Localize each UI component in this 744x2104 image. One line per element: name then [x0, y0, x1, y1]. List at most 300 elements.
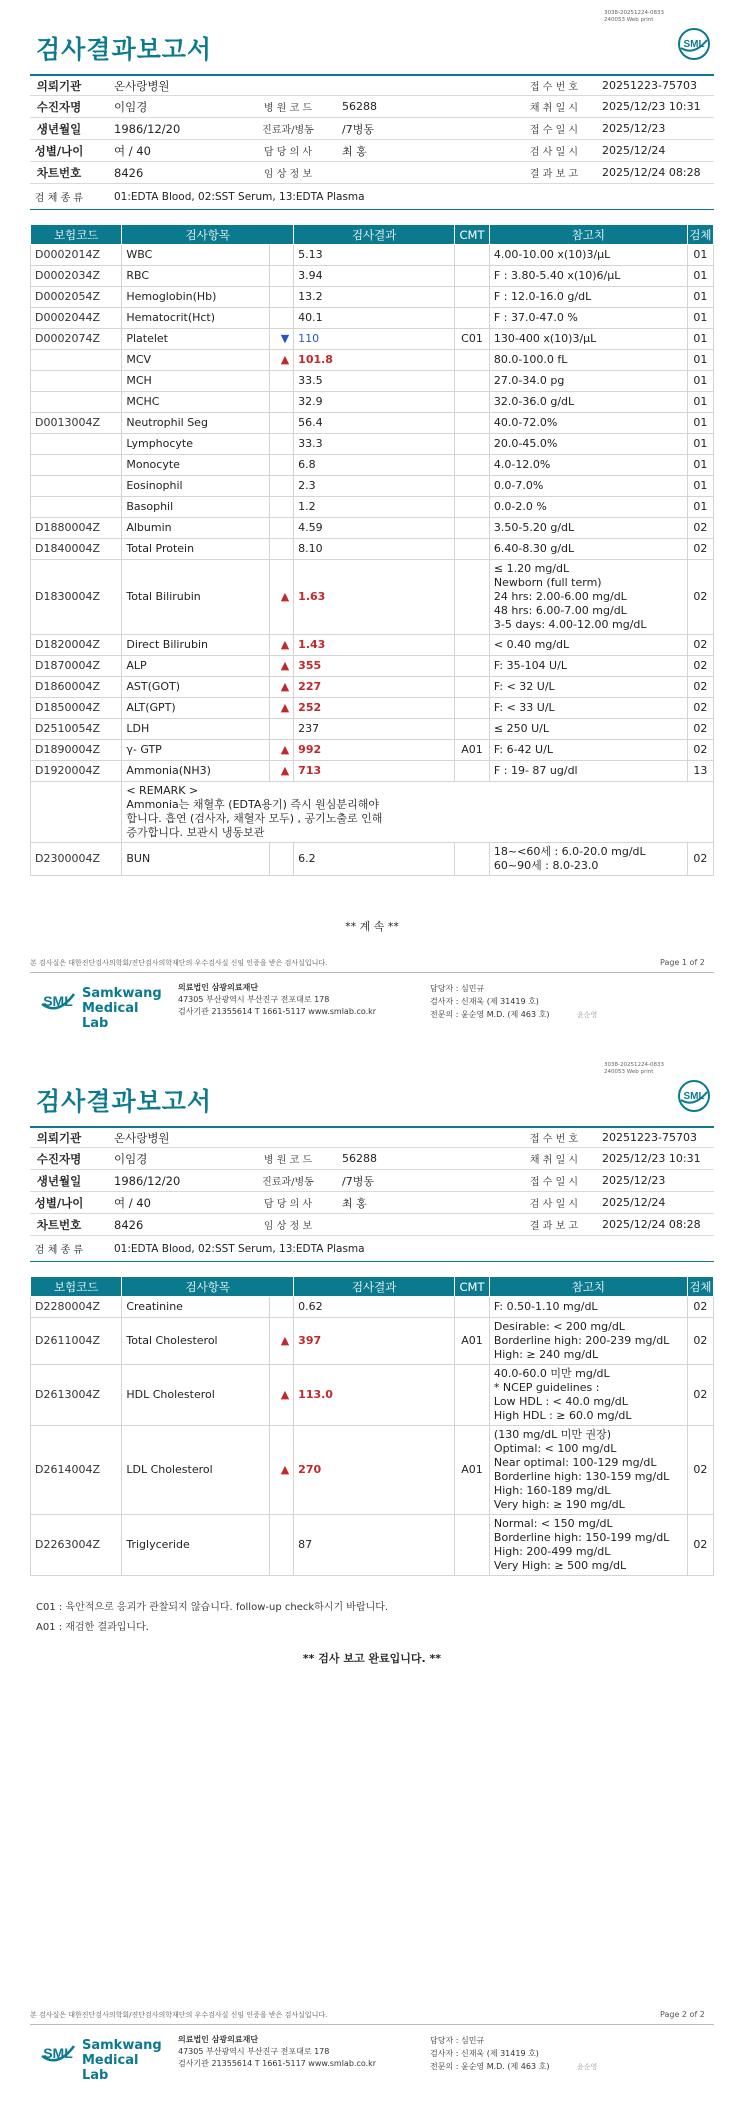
table-row	[31, 413, 714, 434]
svg-text:SML: SML	[43, 2045, 73, 2061]
insurance-code-cell: D1920004Z	[31, 761, 122, 782]
tested-label: 검 사 일 시	[529, 147, 579, 158]
insurance-code-cell: D1880004Z	[31, 518, 122, 539]
footer-staff: 담당자 : 심민규 검사자 : 신재욱 (제 31419 호) 전문의 : 윤순영 M.D. (제 463 호)	[430, 2036, 550, 2071]
high-flag-icon: ▲	[270, 1318, 294, 1365]
insurance-code-cell: D0002074Z	[31, 329, 122, 350]
signature: 윤순영	[577, 1011, 598, 1019]
specimen-code-cell: 02	[687, 740, 713, 761]
high-flag-icon: ▲	[270, 740, 294, 761]
receipt-no-value: 20251223-75703	[602, 79, 697, 92]
test-item-cell: RBC	[122, 266, 270, 287]
comment-code-cell	[455, 371, 490, 392]
flag-cell	[270, 1297, 294, 1318]
result-value-cell: 252	[294, 698, 455, 719]
footer-org: 의료법인 삼광의료재단 47305 부산광역시 부산진구 전포대로 178 검사기관 21355614 T 1661-5117 www.smlab.co.kr	[178, 2035, 377, 2068]
result-value-cell: 270	[294, 1426, 455, 1515]
test-item-cell: Ammonia(NH3)	[122, 761, 270, 782]
institution-value: 온사랑병원	[114, 78, 170, 93]
specimen-code-cell: 02	[687, 560, 713, 635]
comment-code-cell	[455, 677, 490, 698]
flag-cell	[270, 245, 294, 266]
test-item-cell: Eosinophil	[122, 476, 270, 497]
footer-note: 본 검사실은 대한진단검사의학회/진단검사의학재단의 우수검사실 신임 인증을 받은 검사실입니다.	[30, 959, 328, 967]
reference-range-cell: Normal: < 150 mg/dL Borderline high: 150-199 mg/dL High: 200-499 mg/dL Very High: ≥ 500 mg/dL	[489, 1515, 687, 1576]
signature: 윤순영	[577, 2063, 598, 2071]
specimen-code-cell: 01	[687, 413, 713, 434]
dept-value: /7병동	[342, 122, 374, 136]
footer-staff: 담당자 : 심민규 검사자 : 신재욱 (제 31419 호) 전문의 : 윤순영 M.D. (제 463 호)	[430, 984, 550, 1019]
comment-code-cell	[455, 635, 490, 656]
table-row	[31, 740, 714, 761]
col-ref-header: 참고치	[489, 225, 687, 245]
test-item-cell: WBC	[122, 245, 270, 266]
table-row	[31, 308, 714, 329]
reference-range-cell: 80.0-100.0 fL	[489, 350, 687, 371]
test-item-cell: Hemoglobin(Hb)	[122, 287, 270, 308]
table-row	[31, 719, 714, 740]
specimen-code-cell: 01	[687, 497, 713, 518]
comment-code-cell	[455, 518, 490, 539]
table-row	[31, 1426, 714, 1515]
insurance-code-cell: D0002044Z	[31, 308, 122, 329]
comment-code-cell	[455, 560, 490, 635]
reference-range-cell: F : 19- 87 ug/dl	[489, 761, 687, 782]
test-item-cell: LDH	[122, 719, 270, 740]
high-flag-icon: ▲	[270, 1365, 294, 1426]
logo-name-line2: Medical Lab	[82, 1001, 139, 1031]
insurance-code-cell: D1890004Z	[31, 740, 122, 761]
insurance-code-cell	[31, 371, 122, 392]
high-flag-icon: ▲	[270, 635, 294, 656]
specimen-code-cell: 01	[687, 266, 713, 287]
svg-text:SML: SML	[683, 39, 705, 50]
comment-code-cell	[455, 350, 490, 371]
sex-age-value: 여 / 40	[114, 143, 151, 158]
samkwang-logo: SML Samkwang Medical Lab	[38, 2034, 168, 2074]
result-value-cell: 13.2	[294, 287, 455, 308]
note-c01: C01 : 육안적으로 응괴가 관찰되지 않습니다. follow-up check하시기 바랍니다.	[36, 1602, 389, 1613]
table-row	[31, 245, 714, 266]
comment-code-cell: A01	[455, 1318, 490, 1365]
test-item-cell: MCHC	[122, 392, 270, 413]
test-item-cell: Platelet	[122, 329, 270, 350]
test-item-cell: Direct Bilirubin	[122, 635, 270, 656]
chart-label: 차트번호	[36, 165, 82, 180]
result-value-cell: 992	[294, 740, 455, 761]
specimen-code-cell: 01	[687, 329, 713, 350]
reference-range-cell: F: 6-42 U/L	[489, 740, 687, 761]
remark-spacer-cell	[31, 782, 122, 843]
comment-code-cell: A01	[455, 740, 490, 761]
sml-logo-icon	[676, 26, 712, 62]
reference-range-cell: 0.0-7.0%	[489, 476, 687, 497]
specimen-code-cell: 01	[687, 308, 713, 329]
reference-range-cell: F: 35-104 U/L	[489, 656, 687, 677]
test-item-cell: BUN	[122, 843, 270, 876]
results-header-row	[31, 225, 714, 245]
reported-value: 2025/12/24 08:28	[602, 166, 701, 179]
test-item-cell: Monocyte	[122, 455, 270, 476]
table-row	[31, 266, 714, 287]
insurance-code-cell: D2300004Z	[31, 843, 122, 876]
reference-range-cell: 27.0-34.0 pg	[489, 371, 687, 392]
test-item-cell: Creatinine	[122, 1297, 270, 1318]
specimen-code-cell: 01	[687, 434, 713, 455]
table-row	[31, 350, 714, 371]
test-item-cell: γ- GTP	[122, 740, 270, 761]
footer-divider	[30, 972, 714, 973]
results-table	[30, 224, 714, 876]
continue-text: ** 계 속 **	[345, 920, 399, 933]
result-value-cell: 227	[294, 677, 455, 698]
table-row	[31, 371, 714, 392]
comment-code-cell	[455, 476, 490, 497]
comment-code-cell	[455, 497, 490, 518]
specimen-code-cell: 01	[687, 371, 713, 392]
result-value-cell: 113.0	[294, 1365, 455, 1426]
flag-cell	[270, 539, 294, 560]
result-value-cell: 1.63	[294, 560, 455, 635]
flag-cell	[270, 287, 294, 308]
table-row	[31, 761, 714, 782]
flag-cell	[270, 392, 294, 413]
specimen-code-cell: 02	[687, 1515, 713, 1576]
insurance-code-cell: D2510054Z	[31, 719, 122, 740]
comment-code-cell	[455, 266, 490, 287]
table-row	[31, 560, 714, 635]
result-value-cell: 1.2	[294, 497, 455, 518]
reference-range-cell: ≤ 250 U/L	[489, 719, 687, 740]
specimen-code-cell: 02	[687, 1318, 713, 1365]
result-value-cell: 713	[294, 761, 455, 782]
reported-label: 결 과 보 고	[529, 169, 579, 180]
flag-cell	[270, 266, 294, 287]
insurance-code-cell: D1870004Z	[31, 656, 122, 677]
comment-code-cell	[455, 1297, 490, 1318]
footer-org: 의료법인 삼광의료재단 47305 부산광역시 부산진구 전포대로 178 검사기관 21355614 T 1661-5117 www.smlab.co.kr	[178, 983, 377, 1016]
page-number: Page 2 of 2	[660, 2010, 705, 2019]
results-body	[31, 1297, 714, 1576]
high-flag-icon: ▲	[270, 350, 294, 371]
test-item-cell: MCH	[122, 371, 270, 392]
chart-value: 8426	[114, 165, 144, 180]
specimen-code-cell: 01	[687, 476, 713, 497]
reference-range-cell: Desirable: < 200 mg/dL Borderline high: 200-239 mg/dL High: ≥ 240 mg/dL	[489, 1318, 687, 1365]
specimen-code-cell: 02	[687, 1297, 713, 1318]
clinical-label: 임 상 정 보	[263, 169, 313, 180]
insurance-code-cell	[31, 350, 122, 371]
insurance-code-cell: D2611004Z	[31, 1318, 122, 1365]
received-label: 접 수 일 시	[529, 125, 579, 136]
sml-logo-icon	[676, 1078, 712, 1114]
svg-text:SML: SML	[43, 993, 73, 1009]
reference-range-cell: 4.0-12.0%	[489, 455, 687, 476]
insurance-code-cell: D1830004Z	[31, 560, 122, 635]
comment-code-cell	[455, 392, 490, 413]
comment-code-cell	[455, 434, 490, 455]
comment-code-cell	[455, 539, 490, 560]
comment-code-cell	[455, 287, 490, 308]
results-body	[31, 245, 714, 876]
col-cmt-header: CMT	[455, 225, 490, 245]
insurance-code-cell	[31, 476, 122, 497]
col-result-header: 검사결과	[294, 225, 455, 245]
receipt-no-label: 접 수 번 호	[529, 82, 579, 93]
specimen-code-cell: 01	[687, 287, 713, 308]
table-row	[31, 434, 714, 455]
specimen-code-cell: 01	[687, 245, 713, 266]
high-flag-icon: ▲	[270, 560, 294, 635]
specimen-code-cell: 02	[687, 1365, 713, 1426]
result-value-cell: 6.2	[294, 843, 455, 876]
table-row	[31, 1515, 714, 1576]
test-item-cell: Albumin	[122, 518, 270, 539]
flag-cell	[270, 476, 294, 497]
flag-cell	[270, 843, 294, 876]
note-a01: A01 : 재검한 결과입니다.	[36, 1622, 149, 1633]
reference-range-cell: 40.0-60.0 미만 mg/dL * NCEP guidelines : Low HDL : < 40.0 mg/dL High HDL : ≥ 60.0 mg/dL	[489, 1365, 687, 1426]
low-flag-icon: ▼	[270, 329, 294, 350]
remark-text: < REMARK > Ammonia는 채혈후 (EDTA용기) 즉시 원심분리해야 합니다. 흡연 (검사자, 채혈자 모두) , 공기노출로 인해 증가합니다. 보관시 냉동보관	[122, 782, 714, 843]
flag-cell	[270, 497, 294, 518]
table-row	[31, 1365, 714, 1426]
table-row	[31, 656, 714, 677]
table-row	[31, 539, 714, 560]
test-item-cell: ALP	[122, 656, 270, 677]
insurance-code-cell: D0002054Z	[31, 287, 122, 308]
test-item-cell: Basophil	[122, 497, 270, 518]
page-number: Page 1 of 2	[660, 958, 705, 967]
high-flag-icon: ▲	[270, 698, 294, 719]
insurance-code-cell: D0002014Z	[31, 245, 122, 266]
footer-note: 본 검사실은 대한진단검사의학회/진단검사의학재단의 우수검사실 신임 인증을 받은 검사실입니다.	[30, 2011, 328, 2019]
flag-cell	[270, 434, 294, 455]
flag-cell	[270, 371, 294, 392]
samkwang-logo	[38, 982, 168, 1031]
reference-range-cell: 20.0-45.0%	[489, 434, 687, 455]
doctor-value: 최 홍	[342, 144, 367, 158]
comment-code-cell	[455, 308, 490, 329]
table-row	[31, 392, 714, 413]
high-flag-icon: ▲	[270, 1426, 294, 1515]
comment-code-cell	[455, 843, 490, 876]
specimen-label: 검 체 종 류	[34, 193, 84, 204]
reference-range-cell: F : 12.0-16.0 g/dL	[489, 287, 687, 308]
comment-code-cell	[455, 656, 490, 677]
insurance-code-cell: D2280004Z	[31, 1297, 122, 1318]
specimen-code-cell: 02	[687, 539, 713, 560]
test-item-cell: Neutrophil Seg	[122, 413, 270, 434]
reference-range-cell: 4.00-10.00 x(10)3/μL	[489, 245, 687, 266]
svg-text:SML: SML	[683, 1091, 705, 1102]
col-item-header: 검사항목	[122, 225, 294, 245]
specimen-code-cell: 01	[687, 455, 713, 476]
specimen-value: 01:EDTA Blood, 02:SST Serum, 13:EDTA Plasma	[114, 190, 365, 203]
reference-range-cell: 130-400 x(10)3/μL	[489, 329, 687, 350]
specimen-code-cell: 02	[687, 677, 713, 698]
patient-info	[30, 74, 714, 210]
result-value-cell: 101.8	[294, 350, 455, 371]
flag-cell	[270, 413, 294, 434]
print-meta: 3038-20251224-0833 240053 Web print	[604, 10, 664, 23]
print-meta: 3038-20251224-0833 240053 Web print	[604, 1062, 664, 1075]
specimen-code-cell: 02	[687, 1426, 713, 1515]
flag-cell	[270, 518, 294, 539]
result-value-cell: 0.62	[294, 1297, 455, 1318]
collected-value: 2025/12/23 10:31	[602, 100, 701, 113]
col-specimen-header: 검체	[687, 225, 713, 245]
flag-cell	[270, 719, 294, 740]
report-page-2	[0, 1052, 744, 2104]
institution-label: 의뢰기관	[36, 78, 82, 93]
specimen-code-cell: 02	[687, 698, 713, 719]
insurance-code-cell	[31, 434, 122, 455]
insurance-code-cell: D1860004Z	[31, 677, 122, 698]
insurance-code-cell	[31, 392, 122, 413]
sml-logo-icon	[38, 982, 78, 1022]
flag-cell	[270, 455, 294, 476]
specimen-code-cell: 01	[687, 350, 713, 371]
hospital-code-value: 56288	[342, 100, 377, 113]
table-row	[31, 329, 714, 350]
table-row	[31, 698, 714, 719]
comment-code-cell	[455, 1365, 490, 1426]
result-value-cell: 397	[294, 1318, 455, 1365]
table-row	[31, 497, 714, 518]
result-value-cell: 4.59	[294, 518, 455, 539]
insurance-code-cell: D1820004Z	[31, 635, 122, 656]
comment-code-cell: C01	[455, 329, 490, 350]
tested-value: 2025/12/24	[602, 144, 666, 157]
specimen-code-cell: 02	[687, 843, 713, 876]
logo-name-line1: Samkwang	[82, 986, 162, 1001]
patient-info: 의뢰기관 온사랑병원 접 수 번 호 20251223-75703 수진자명 이임경 병 원 코 드 56288 채 취 일 시 2025/12/23 10:31 생년월일 1986/12/20 진료과/병동 /7병동 접 수 일 시 2025/12/23 성별/나이 여 / 40 담 당 의 사 최 홍 검 사 일 시 2025/12/24 차트번호 8426 임 상 정 보 결 과 보 고 2025/12/24 08:28 검 체 종 류 01:EDTA Blood, 02:SST Serum, 13:EDTA Plasma	[30, 1126, 714, 1262]
test-item-cell: MCV	[122, 350, 270, 371]
specimen-code-cell: 01	[687, 392, 713, 413]
insurance-code-cell: D1850004Z	[31, 698, 122, 719]
reference-range-cell: 6.40-8.30 g/dL	[489, 539, 687, 560]
reference-range-cell: ≤ 1.20 mg/dL Newborn (full term) 24 hrs: 2.00-6.00 mg/dL 48 hrs: 6.00-7.00 mg/dL 3-5 days: 4.00-12.00 mg/dL	[489, 560, 687, 635]
comment-code-cell	[455, 719, 490, 740]
comment-code-cell	[455, 698, 490, 719]
sml-logo-icon	[38, 2034, 78, 2074]
reference-range-cell: F: < 32 U/L	[489, 677, 687, 698]
test-item-cell: Total Protein	[122, 539, 270, 560]
reference-range-cell: 40.0-72.0%	[489, 413, 687, 434]
table-row	[31, 518, 714, 539]
table-row	[31, 476, 714, 497]
high-flag-icon: ▲	[270, 677, 294, 698]
reference-range-cell: 18~<60세 : 6.0-20.0 mg/dL 60~90세 : 8.0-23.0	[489, 843, 687, 876]
reference-range-cell: 3.50-5.20 g/dL	[489, 518, 687, 539]
result-value-cell: 33.5	[294, 371, 455, 392]
result-value-cell: 355	[294, 656, 455, 677]
table-row	[31, 455, 714, 476]
table-row	[31, 287, 714, 308]
collected-label: 채 취 일 시	[529, 103, 579, 114]
sex-age-label: 성별/나이	[34, 143, 84, 158]
result-value-cell: 5.13	[294, 245, 455, 266]
result-value-cell: 40.1	[294, 308, 455, 329]
table-row	[31, 677, 714, 698]
insurance-code-cell	[31, 497, 122, 518]
dob-value: 1986/12/20	[114, 121, 181, 136]
reference-range-cell: F: < 33 U/L	[489, 698, 687, 719]
specimen-code-cell: 02	[687, 656, 713, 677]
report-title: 검사결과보고서	[36, 35, 213, 64]
comment-code-cell: A01	[455, 1426, 490, 1515]
dept-label: 진료과/병동	[262, 125, 314, 136]
result-value-cell: 32.9	[294, 392, 455, 413]
insurance-code-cell: D2614004Z	[31, 1426, 122, 1515]
test-item-cell: HDL Cholesterol	[122, 1365, 270, 1426]
high-flag-icon: ▲	[270, 656, 294, 677]
reference-range-cell: F: 0.50-1.10 mg/dL	[489, 1297, 687, 1318]
table-row	[31, 843, 714, 876]
insurance-code-cell: D2613004Z	[31, 1365, 122, 1426]
reference-range-cell: F : 37.0-47.0 %	[489, 308, 687, 329]
reference-range-cell: < 0.40 mg/dL	[489, 635, 687, 656]
result-value-cell: 8.10	[294, 539, 455, 560]
test-item-cell: AST(GOT)	[122, 677, 270, 698]
specimen-code-cell: 02	[687, 518, 713, 539]
result-value-cell: 3.94	[294, 266, 455, 287]
table-row	[31, 635, 714, 656]
high-flag-icon: ▲	[270, 761, 294, 782]
insurance-code-cell: D2263004Z	[31, 1515, 122, 1576]
end-message: ** 검사 보고 완료입니다. **	[302, 1652, 442, 1665]
table-row	[31, 1318, 714, 1365]
result-value-cell: 6.8	[294, 455, 455, 476]
specimen-code-cell: 13	[687, 761, 713, 782]
doctor-label: 담 당 의 사	[263, 147, 313, 158]
test-item-cell: Total Cholesterol	[122, 1318, 270, 1365]
report-title: 검사결과보고서	[36, 1087, 213, 1116]
comment-code-cell	[455, 761, 490, 782]
flag-cell	[270, 1515, 294, 1576]
specimen-code-cell: 02	[687, 719, 713, 740]
test-item-cell: Triglyceride	[122, 1515, 270, 1576]
insurance-code-cell: D1840004Z	[31, 539, 122, 560]
reference-range-cell: F : 3.80-5.40 x(10)6/μL	[489, 266, 687, 287]
result-value-cell: 2.3	[294, 476, 455, 497]
comment-code-cell	[455, 1515, 490, 1576]
remark-row	[31, 782, 714, 843]
result-value-cell: 87	[294, 1515, 455, 1576]
result-value-cell: 1.43	[294, 635, 455, 656]
received-value: 2025/12/23	[602, 122, 666, 135]
test-item-cell: ALT(GPT)	[122, 698, 270, 719]
insurance-code-cell: D0013004Z	[31, 413, 122, 434]
comment-code-cell	[455, 455, 490, 476]
patient-value: 이임경	[114, 99, 148, 114]
hospital-code-label: 병 원 코 드	[263, 103, 313, 114]
comment-code-cell	[455, 413, 490, 434]
results-table	[30, 1276, 714, 1576]
col-code-header: 보험코드	[31, 225, 122, 245]
result-value-cell: 237	[294, 719, 455, 740]
test-item-cell: Hematocrit(Hct)	[122, 308, 270, 329]
patient-label: 수진자명	[36, 99, 82, 114]
specimen-code-cell: 02	[687, 635, 713, 656]
result-value-cell: 56.4	[294, 413, 455, 434]
test-item-cell: LDL Cholesterol	[122, 1426, 270, 1515]
test-item-cell: Total Bilirubin	[122, 560, 270, 635]
notes	[36, 1598, 388, 1638]
results-header-row: 보험코드 검사항목 검사결과 CMT 참고치 검체	[31, 1277, 714, 1297]
reference-range-cell: 0.0-2.0 %	[489, 497, 687, 518]
